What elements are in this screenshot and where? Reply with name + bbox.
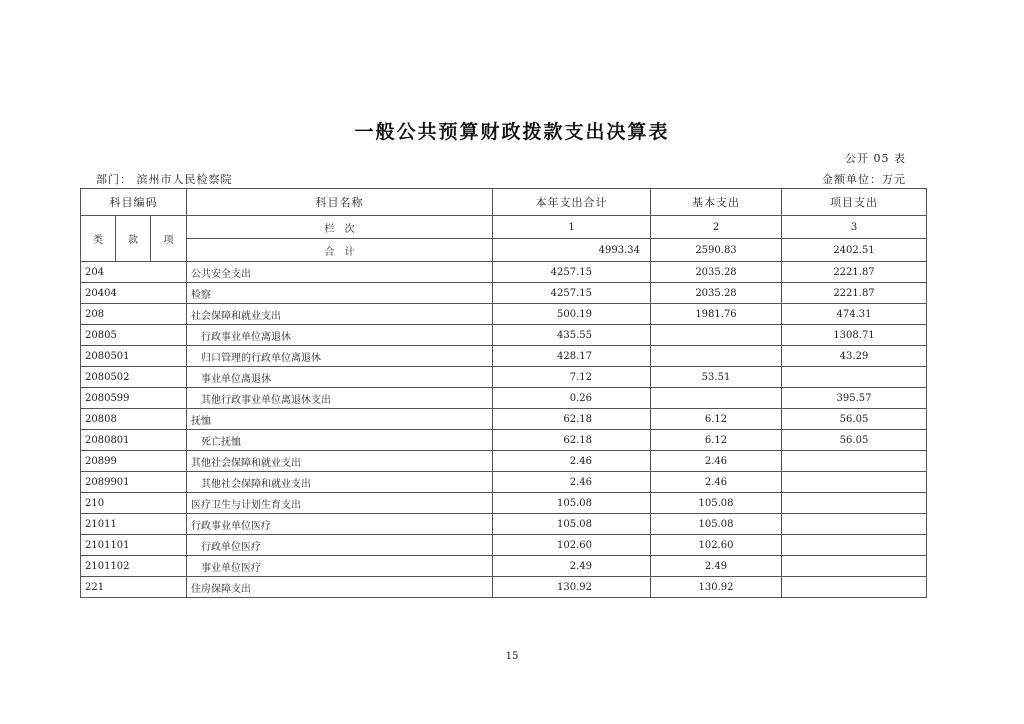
row-total: 2.46	[493, 451, 651, 472]
row-total: 102.60	[493, 535, 651, 556]
row-name: 事业单位离退休	[187, 367, 493, 388]
row-name: 检察	[187, 283, 493, 304]
table-row	[81, 577, 927, 598]
row-name: 事业单位医疗	[187, 556, 493, 577]
table-row	[81, 535, 927, 556]
table-row	[81, 409, 927, 430]
row-name: 行政单位医疗	[187, 535, 493, 556]
row-basic: 105.08	[651, 514, 782, 535]
row-name: 抚恤	[187, 409, 493, 430]
row-total: 4257.15	[493, 283, 651, 304]
table-row	[81, 283, 927, 304]
header-row	[81, 189, 927, 216]
row-basic	[651, 346, 782, 367]
row-code: 2101101	[81, 535, 187, 556]
header-basic: 基本支出	[651, 189, 782, 216]
table-row	[81, 556, 927, 577]
row-code: 20805	[81, 325, 187, 346]
table-row	[81, 304, 927, 325]
row-basic: 6.12	[651, 409, 782, 430]
row-name: 住房保障支出	[187, 577, 493, 598]
table-row	[81, 367, 927, 388]
row-project: 56.05	[782, 409, 927, 430]
row-code: 2101102	[81, 556, 187, 577]
row-total: 428.17	[493, 346, 651, 367]
row-code: 21011	[81, 514, 187, 535]
row-total: 4257.15	[493, 262, 651, 283]
table-row	[81, 325, 927, 346]
row-project	[782, 577, 927, 598]
table-row	[81, 493, 927, 514]
amount-unit-label: 金额单位：万元	[822, 173, 906, 186]
row-project	[782, 367, 927, 388]
row-total: 2.46	[493, 472, 651, 493]
page-number: 15	[505, 651, 519, 662]
header-code: 科目编码	[81, 189, 187, 216]
row-name: 其他社会保障和就业支出	[187, 451, 493, 472]
row-project	[782, 556, 927, 577]
row-code: 2080801	[81, 430, 187, 451]
row-total: 62.18	[493, 430, 651, 451]
row-name: 医疗卫生与计划生育支出	[187, 493, 493, 514]
row-basic: 2.46	[651, 451, 782, 472]
sum-basic: 2590.83	[651, 239, 782, 262]
table-row	[81, 388, 927, 409]
row-name: 公共安全支出	[187, 262, 493, 283]
row-code: 2080501	[81, 346, 187, 367]
row-name: 行政事业单位医疗	[187, 514, 493, 535]
row-total: 105.08	[493, 493, 651, 514]
row-project: 43.29	[782, 346, 927, 367]
column-label: 栏 次	[187, 216, 493, 239]
row-project: 2221.87	[782, 262, 927, 283]
form-number: 公开 05 表	[845, 152, 906, 165]
row-name: 行政事业单位离退休	[187, 325, 493, 346]
sum-total: 4993.34	[493, 239, 651, 262]
row-code: 2089901	[81, 472, 187, 493]
row-basic: 6.12	[651, 430, 782, 451]
sum-project: 2402.51	[782, 239, 927, 262]
column-3: 3	[782, 216, 927, 239]
row-name: 归口管理的行政单位离退休	[187, 346, 493, 367]
row-basic: 102.60	[651, 535, 782, 556]
row-code: 2080599	[81, 388, 187, 409]
row-code: 204	[81, 262, 187, 283]
row-basic: 105.08	[651, 493, 782, 514]
sum-label: 合 计	[187, 239, 493, 262]
row-project: 395.57	[782, 388, 927, 409]
row-basic: 53.51	[651, 367, 782, 388]
table-row	[81, 346, 927, 367]
row-code: 210	[81, 493, 187, 514]
row-total: 105.08	[493, 514, 651, 535]
row-basic: 1981.76	[651, 304, 782, 325]
row-code: 20899	[81, 451, 187, 472]
header-project: 项目支出	[782, 189, 927, 216]
row-basic: 2.49	[651, 556, 782, 577]
row-basic: 2035.28	[651, 283, 782, 304]
row-code: 208	[81, 304, 187, 325]
row-basic: 130.92	[651, 577, 782, 598]
row-total: 435.55	[493, 325, 651, 346]
row-project: 56.05	[782, 430, 927, 451]
row-total: 0.26	[493, 388, 651, 409]
row-basic: 2035.28	[651, 262, 782, 283]
column-number-row	[81, 216, 927, 239]
column-1: 1	[493, 216, 651, 239]
header-name: 科目名称	[187, 189, 493, 216]
row-project	[782, 451, 927, 472]
row-code: 20404	[81, 283, 187, 304]
row-code: 2080502	[81, 367, 187, 388]
header-total: 本年支出合计	[493, 189, 651, 216]
table-row	[81, 514, 927, 535]
header-lei: 类	[81, 216, 116, 262]
sum-row	[81, 239, 927, 262]
row-code: 221	[81, 577, 187, 598]
row-project: 1308.71	[782, 325, 927, 346]
row-basic	[651, 325, 782, 346]
table-row	[81, 451, 927, 472]
row-basic	[651, 388, 782, 409]
row-name: 社会保障和就业支出	[187, 304, 493, 325]
row-total: 2.49	[493, 556, 651, 577]
row-name: 其他行政事业单位离退休支出	[187, 388, 493, 409]
row-project	[782, 493, 927, 514]
column-2: 2	[651, 216, 782, 239]
row-project: 2221.87	[782, 283, 927, 304]
department-label: 部门： 滨州市人民检察院	[96, 173, 233, 186]
row-total: 7.12	[493, 367, 651, 388]
table-row	[81, 262, 927, 283]
row-total: 500.19	[493, 304, 651, 325]
row-total: 130.92	[493, 577, 651, 598]
table-row	[81, 430, 927, 451]
table-row	[81, 472, 927, 493]
row-total: 62.18	[493, 409, 651, 430]
row-name: 其他社会保障和就业支出	[187, 472, 493, 493]
expenditure-table	[80, 188, 927, 598]
row-project	[782, 472, 927, 493]
header-kuan: 款	[116, 216, 151, 262]
row-code: 20808	[81, 409, 187, 430]
row-name: 死亡抚恤	[187, 430, 493, 451]
row-project	[782, 535, 927, 556]
row-project	[782, 514, 927, 535]
row-basic: 2.46	[651, 472, 782, 493]
page-title: 一般公共预算财政拨款支出决算表	[354, 121, 670, 143]
header-xiang: 项	[151, 216, 187, 262]
row-project: 474.31	[782, 304, 927, 325]
